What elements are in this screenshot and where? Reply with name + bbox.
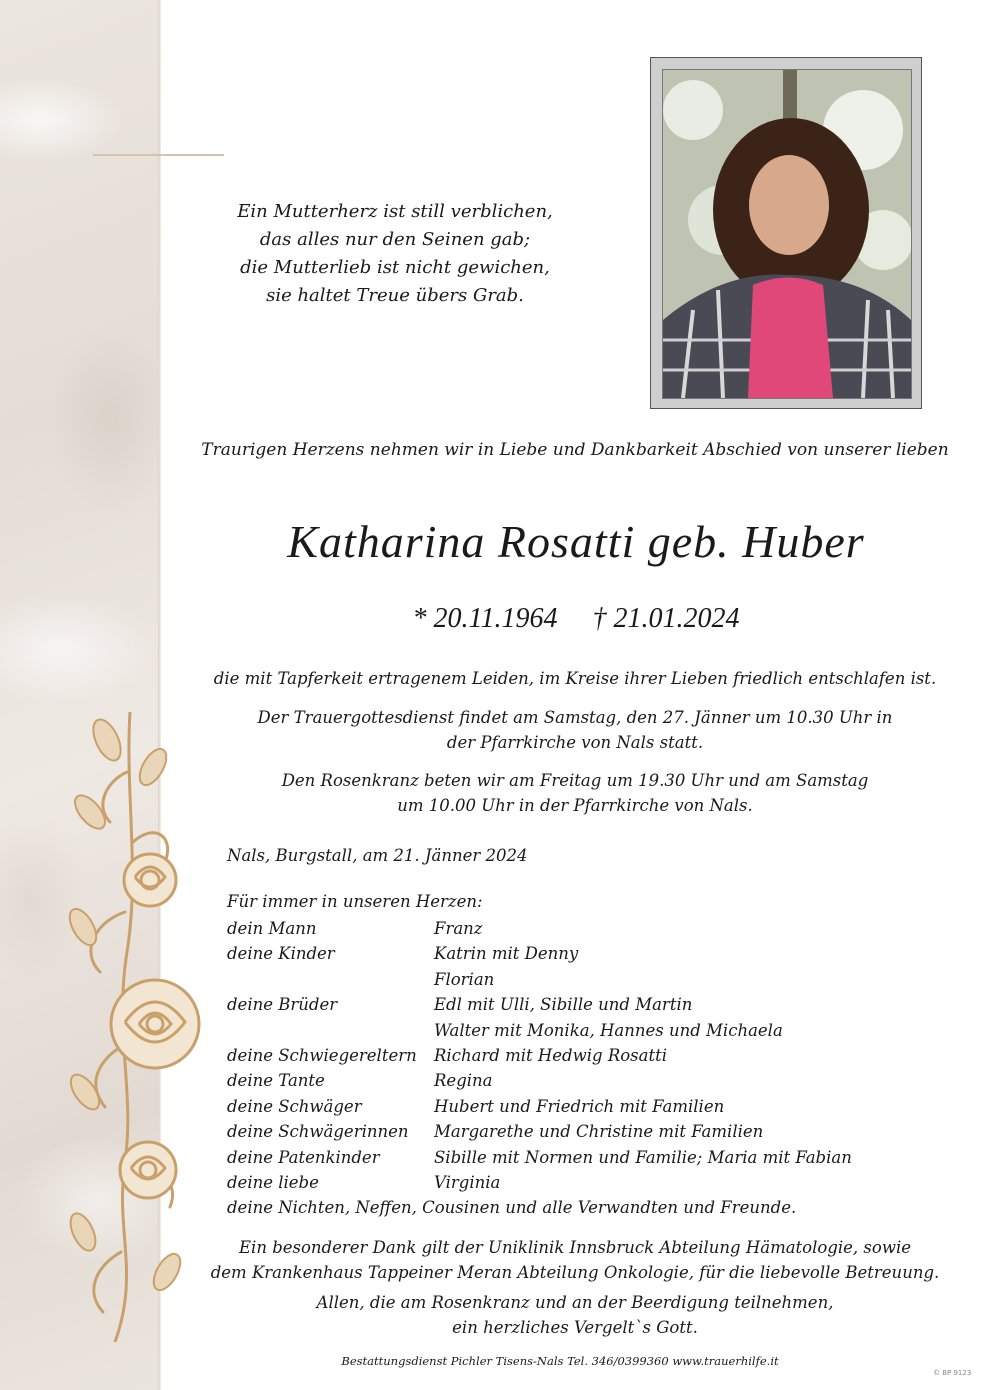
death-date: † 21.01.2024 [592, 603, 740, 634]
poem-line: die Mutterlieb ist nicht gewichen, [240, 257, 550, 278]
family-row [227, 1145, 954, 1170]
relation: deine liebe [227, 1172, 319, 1192]
gratitude-text [180, 1290, 970, 1340]
undertaker-footer: Bestattungsdienst Pichler Tisens-Nals Tel. 346/0399360 www.trauerhilfe.it [341, 1354, 779, 1368]
print-code: © BP 9123 [933, 1369, 972, 1377]
relation: deine Brüder [227, 995, 338, 1015]
deceased-name: Katharina Rosatti geb. Huber [287, 516, 865, 567]
text-line: Der Trauergottesdienst findet am Samstag, den 27. Jänner um 10.30 Uhr in [257, 708, 893, 727]
relation: deine Kinder [227, 944, 335, 964]
text-line: Den Rosenkranz beten wir am Freitag um 19.30 Uhr und am Samstag [281, 771, 869, 790]
poem-line: sie haltet Treue übers Grab. [266, 285, 524, 306]
relative-names: Virginia [434, 1172, 501, 1192]
poem [225, 198, 565, 310]
birth-date: * 20.11.1964 [412, 603, 558, 634]
text-line: dem Krankenhaus Tappeiner Meran Abteilung Onkologie, für die liebevolle Betreuung. [210, 1263, 940, 1282]
family-row [227, 941, 954, 966]
funeral-service-text [200, 705, 950, 755]
family-row [227, 1094, 954, 1119]
family-row [227, 1068, 954, 1093]
passing-text: die mit Tapferkeit ertragenem Leiden, im Kreise ihrer Lieben friedlich entschlafen ist. [213, 669, 937, 688]
relation: deine Schwägerinnen [227, 1122, 409, 1142]
portrait-photo [662, 69, 912, 399]
portrait-illustration [663, 70, 911, 398]
relative-names: Margarethe und Christine mit Familien [434, 1122, 764, 1142]
forever-heading: Für immer in unseren Herzen: [227, 892, 483, 911]
text-line: der Pfarrkirche von Nals statt. [446, 733, 704, 752]
rosary-text [200, 768, 950, 818]
relative-names: Sibille mit Normen und Familie; Maria mit Fabian [434, 1147, 852, 1167]
text-line: Allen, die am Rosenkranz und an der Beerdigung teilnehmen, [316, 1293, 834, 1312]
relative-names: Katrin mit Denny [434, 944, 579, 964]
family-row [227, 1170, 954, 1195]
text-line: um 10.00 Uhr in der Pfarrkirche von Nals. [397, 796, 753, 815]
relation [227, 967, 434, 992]
thanks-text [180, 1235, 970, 1285]
relation: deine Patenkinder [227, 1147, 380, 1167]
family-row [227, 1018, 954, 1043]
family-row [227, 992, 954, 1017]
family-row [227, 1119, 954, 1144]
relation: dein Mann [227, 919, 317, 938]
text-line: ein herzliches Vergelt`s Gott. [452, 1318, 698, 1337]
text-line: Ein besonderer Dank gilt der Uniklinik Innsbruck Abteilung Hämatologie, sowie [239, 1238, 911, 1257]
life-dates [170, 600, 982, 638]
family-list [227, 916, 954, 1195]
relative-names: Walter mit Monika, Hannes und Michaela [434, 1020, 783, 1040]
relation: deine Schwiegereltern [227, 1045, 417, 1065]
relative-names: Edl mit Ulli, Sibille und Martin [434, 995, 693, 1015]
relatives-line: deine Nichten, Neffen, Cousinen und alle Verwandten und Freunde. [227, 1198, 797, 1217]
place-date: Nals, Burgstall, am 21. Jänner 2024 [227, 846, 528, 865]
poem-line: Ein Mutterherz ist still verblichen, [237, 201, 553, 222]
relative-names: Richard mit Hedwig Rosatti [434, 1045, 668, 1065]
poem-line: das alles nur den Seinen gab; [259, 229, 531, 250]
cross-line-icon [93, 154, 224, 156]
intro-text: Traurigen Herzens nehmen wir in Liebe und Dankbarkeit Abschied von unserer lieben [201, 440, 949, 460]
portrait-frame [650, 57, 922, 409]
family-row [227, 1043, 954, 1068]
relative-names: Hubert und Friedrich mit Familien [434, 1096, 725, 1116]
relative-names: Florian [434, 969, 495, 989]
family-row [227, 967, 954, 992]
relation [227, 1018, 434, 1043]
relative-names: Regina [434, 1071, 493, 1091]
relation: deine Tante [227, 1071, 325, 1091]
relative-names: Franz [434, 919, 483, 938]
relation: deine Schwäger [227, 1096, 362, 1116]
family-row [227, 916, 954, 941]
